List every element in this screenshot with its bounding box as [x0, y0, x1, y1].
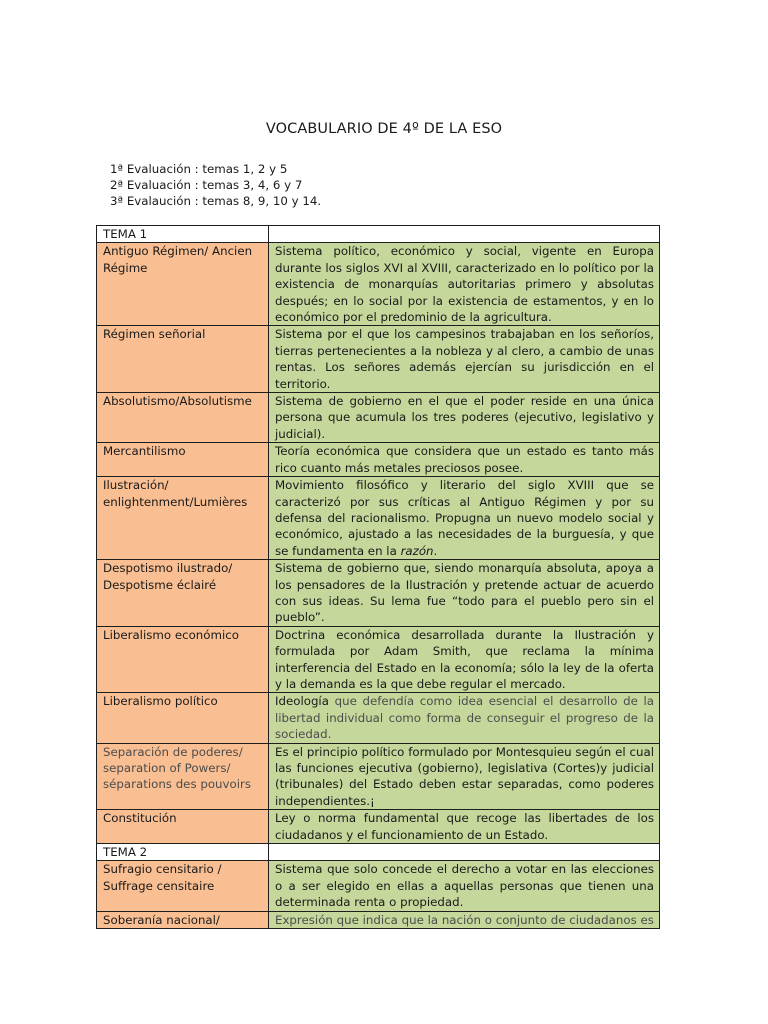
- definition-cell: Sistema de gobierno en el que el poder reside en una única persona que acumula los tres poderes (ejecutivo, legislativo y judicial).: [269, 393, 660, 443]
- table-row: [97, 861, 660, 911]
- table-row: [97, 443, 660, 477]
- section-blank-cell: [269, 844, 660, 861]
- definition-cell: Es el principio político formulado por Montesquieu según el cual las funciones ejecutiva (gobierno), legislativa (Cortes)y judicial (tribunales) del Estado deben estar separadas, como poderes independientes.¡: [269, 743, 660, 810]
- vocabulary-table: [96, 225, 660, 929]
- table-row: [97, 810, 660, 844]
- definition-cell: Expresión que indica que la nación o conjunto de ciudadanos es: [269, 911, 660, 928]
- table-row: [97, 477, 660, 560]
- term-cell: Liberalismo político: [97, 693, 269, 743]
- term-cell: Antiguo Régimen/ Ancien Régime: [97, 243, 269, 326]
- term-cell: Soberanía nacional/: [97, 911, 269, 928]
- table-row: [97, 693, 660, 743]
- table-row: [97, 326, 660, 393]
- definition-cell: [269, 477, 660, 560]
- section-header-row: [97, 844, 660, 861]
- definition-cell: Sistema político, económico y social, vigente en Europa durante los siglos XVI al XVIII, caracterizado en lo político por la existencia de monarquías autoritarias primero y absolutas después; en lo social por la existencia de estamentos, y en lo económico por el predominio de la agricultura.: [269, 243, 660, 326]
- table-row: [97, 911, 660, 928]
- table-row: [97, 393, 660, 443]
- term-cell: Constitución: [97, 810, 269, 844]
- table-row: [97, 743, 660, 810]
- term-cell: Liberalismo económico: [97, 626, 269, 693]
- definition-cell: Sistema por el que los campesinos trabajaban en los señoríos, tierras pertenecientes a la nobleza y al clero, a cambio de unas rentas. Los señores además ejercían su jurisdicción en el territorio.: [269, 326, 660, 393]
- definition-lead: Ideología: [275, 694, 329, 709]
- evaluation-list: [110, 161, 321, 209]
- term-cell: Sufragio censitario / Suffrage censitaire: [97, 861, 269, 911]
- definition-cell: Doctrina económica desarrollada durante la Ilustración y formulada por Adam Smith, que reclama la mínima interferencia del Estado en la economía; sólo la ley de la oferta y la demanda es la que debe regular el mercado.: [269, 626, 660, 693]
- definition-cell: [269, 693, 660, 743]
- term-cell: Absolutismo/Absolutisme: [97, 393, 269, 443]
- definition-text: que defendía como idea esencial el desarrollo de la libertad individual como forma de conseguir el progreso de la sociedad.: [275, 694, 654, 742]
- section-label: TEMA 2: [97, 844, 269, 861]
- term-cell: Ilustración/ enlightenment/Lumières: [97, 477, 269, 560]
- section-label: TEMA 1: [97, 226, 269, 243]
- definition-cell: Sistema de gobierno que, siendo monarquía absoluta, apoya a los pensadores de la Ilustración y pretende actuar de acuerdo con sus ideas. Su lema fue “todo para el pueblo pero sin el pueblo”.: [269, 560, 660, 627]
- table-row: [97, 626, 660, 693]
- term-cell: Separación de poderes/ separation of Powers/ séparations des pouvoirs: [97, 743, 269, 810]
- definition-end: .: [433, 543, 438, 558]
- definition-cell: Teoría económica que considera que un estado es tanto más rico cuanto más metales preciosos posee.: [269, 443, 660, 477]
- section-blank-cell: [269, 226, 660, 243]
- evaluation-line: 2ª Evaluación : temas 3, 4, 6 y 7: [110, 178, 303, 192]
- definition-cell: Ley o norma fundamental que recoge las libertades de los ciudadanos y el funcionamiento de un Estado.: [269, 810, 660, 844]
- definition-italic-word: razón: [400, 543, 434, 558]
- term-cell: Despotismo ilustrado/ Despotisme éclairé: [97, 560, 269, 627]
- definition-text: Movimiento filosófico y literario del siglo XVIII que se caracterizó por sus críticas al Antiguo Régimen y por su defensa del racionalismo. Propugna un nuevo modelo social y económico, ajustado a las necesidades de la burguesía, y que se fundamenta en la: [275, 478, 654, 558]
- section-header-row: [97, 226, 660, 243]
- evaluation-line: 1ª Evaluación : temas 1, 2 y 5: [110, 162, 288, 176]
- term-cell: Régimen señorial: [97, 326, 269, 393]
- term-cell: Mercantilismo: [97, 443, 269, 477]
- definition-cell: Sistema que solo concede el derecho a votar en las elecciones o a ser elegido en ellas a aquellas personas que tienen una determinada renta o propiedad.: [269, 861, 660, 911]
- table-row: [97, 243, 660, 326]
- document-title: VOCABULARIO DE 4º DE LA ESO: [265, 121, 503, 137]
- table-row: [97, 560, 660, 627]
- evaluation-line: 3ª Evalaución : temas 8, 9, 10 y 14.: [110, 194, 322, 208]
